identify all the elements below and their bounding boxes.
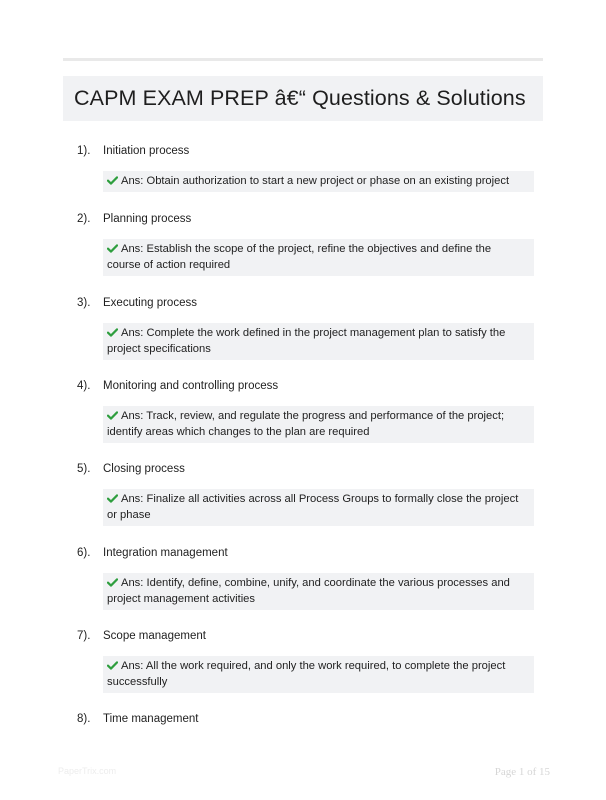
question-text: Time management [103, 713, 199, 725]
question-text: Closing process [103, 463, 185, 475]
footer-page-number: Page 1 of 15 [494, 766, 550, 778]
answer-box [103, 323, 534, 360]
answer-text: Ans: All the work required, and only the work required, to complete the project successfully [107, 660, 506, 688]
top-divider [63, 58, 543, 61]
answer-box [103, 656, 534, 693]
page-title: CAPM EXAM PREP â€“ Questions & Solutions [74, 86, 526, 110]
answer-text: Ans: Finalize all activities across all Process Groups to formally close the project or phase [107, 493, 519, 521]
answer-box [103, 406, 534, 443]
answer-text: Ans: Establish the scope of the project, refine the objectives and define the course of action required [107, 243, 492, 271]
answer-text: Ans: Identify, define, combine, unify, and coordinate the various processes and project management activities [107, 577, 510, 605]
check-icon [107, 578, 118, 587]
question-text: Monitoring and controlling process [103, 380, 279, 392]
question-number: 7). [77, 630, 91, 642]
footer-site: PaperTrix.com [58, 766, 117, 776]
question-number: 8). [77, 713, 91, 725]
question-text: Planning process [103, 213, 192, 225]
answer-box [103, 171, 534, 192]
check-icon [107, 328, 118, 337]
answer-text: Ans: Track, review, and regulate the progress and performance of the project; identify areas which changes to the plan are required [107, 410, 505, 438]
check-icon [107, 176, 118, 185]
question-number: 5). [77, 463, 91, 475]
question-text: Executing process [103, 297, 197, 309]
answer-box [103, 239, 534, 276]
question-text: Initiation process [103, 145, 190, 157]
question-number: 1). [77, 145, 91, 157]
check-icon [107, 661, 118, 670]
answer-text: Ans: Obtain authorization to start a new project or phase on an existing project [121, 175, 510, 187]
check-icon [107, 494, 118, 503]
check-icon [107, 244, 118, 253]
answer-text: Ans: Complete the work defined in the project management plan to satisfy the project specifications [107, 327, 506, 355]
check-icon [107, 411, 118, 420]
question-number: 6). [77, 547, 91, 559]
title-banner [63, 76, 543, 121]
answer-box [103, 489, 534, 526]
question-text: Integration management [103, 547, 228, 559]
question-text: Scope management [103, 630, 206, 642]
question-number: 4). [77, 380, 91, 392]
question-number: 2). [77, 213, 91, 225]
answer-box [103, 573, 534, 610]
question-number: 3). [77, 297, 91, 309]
